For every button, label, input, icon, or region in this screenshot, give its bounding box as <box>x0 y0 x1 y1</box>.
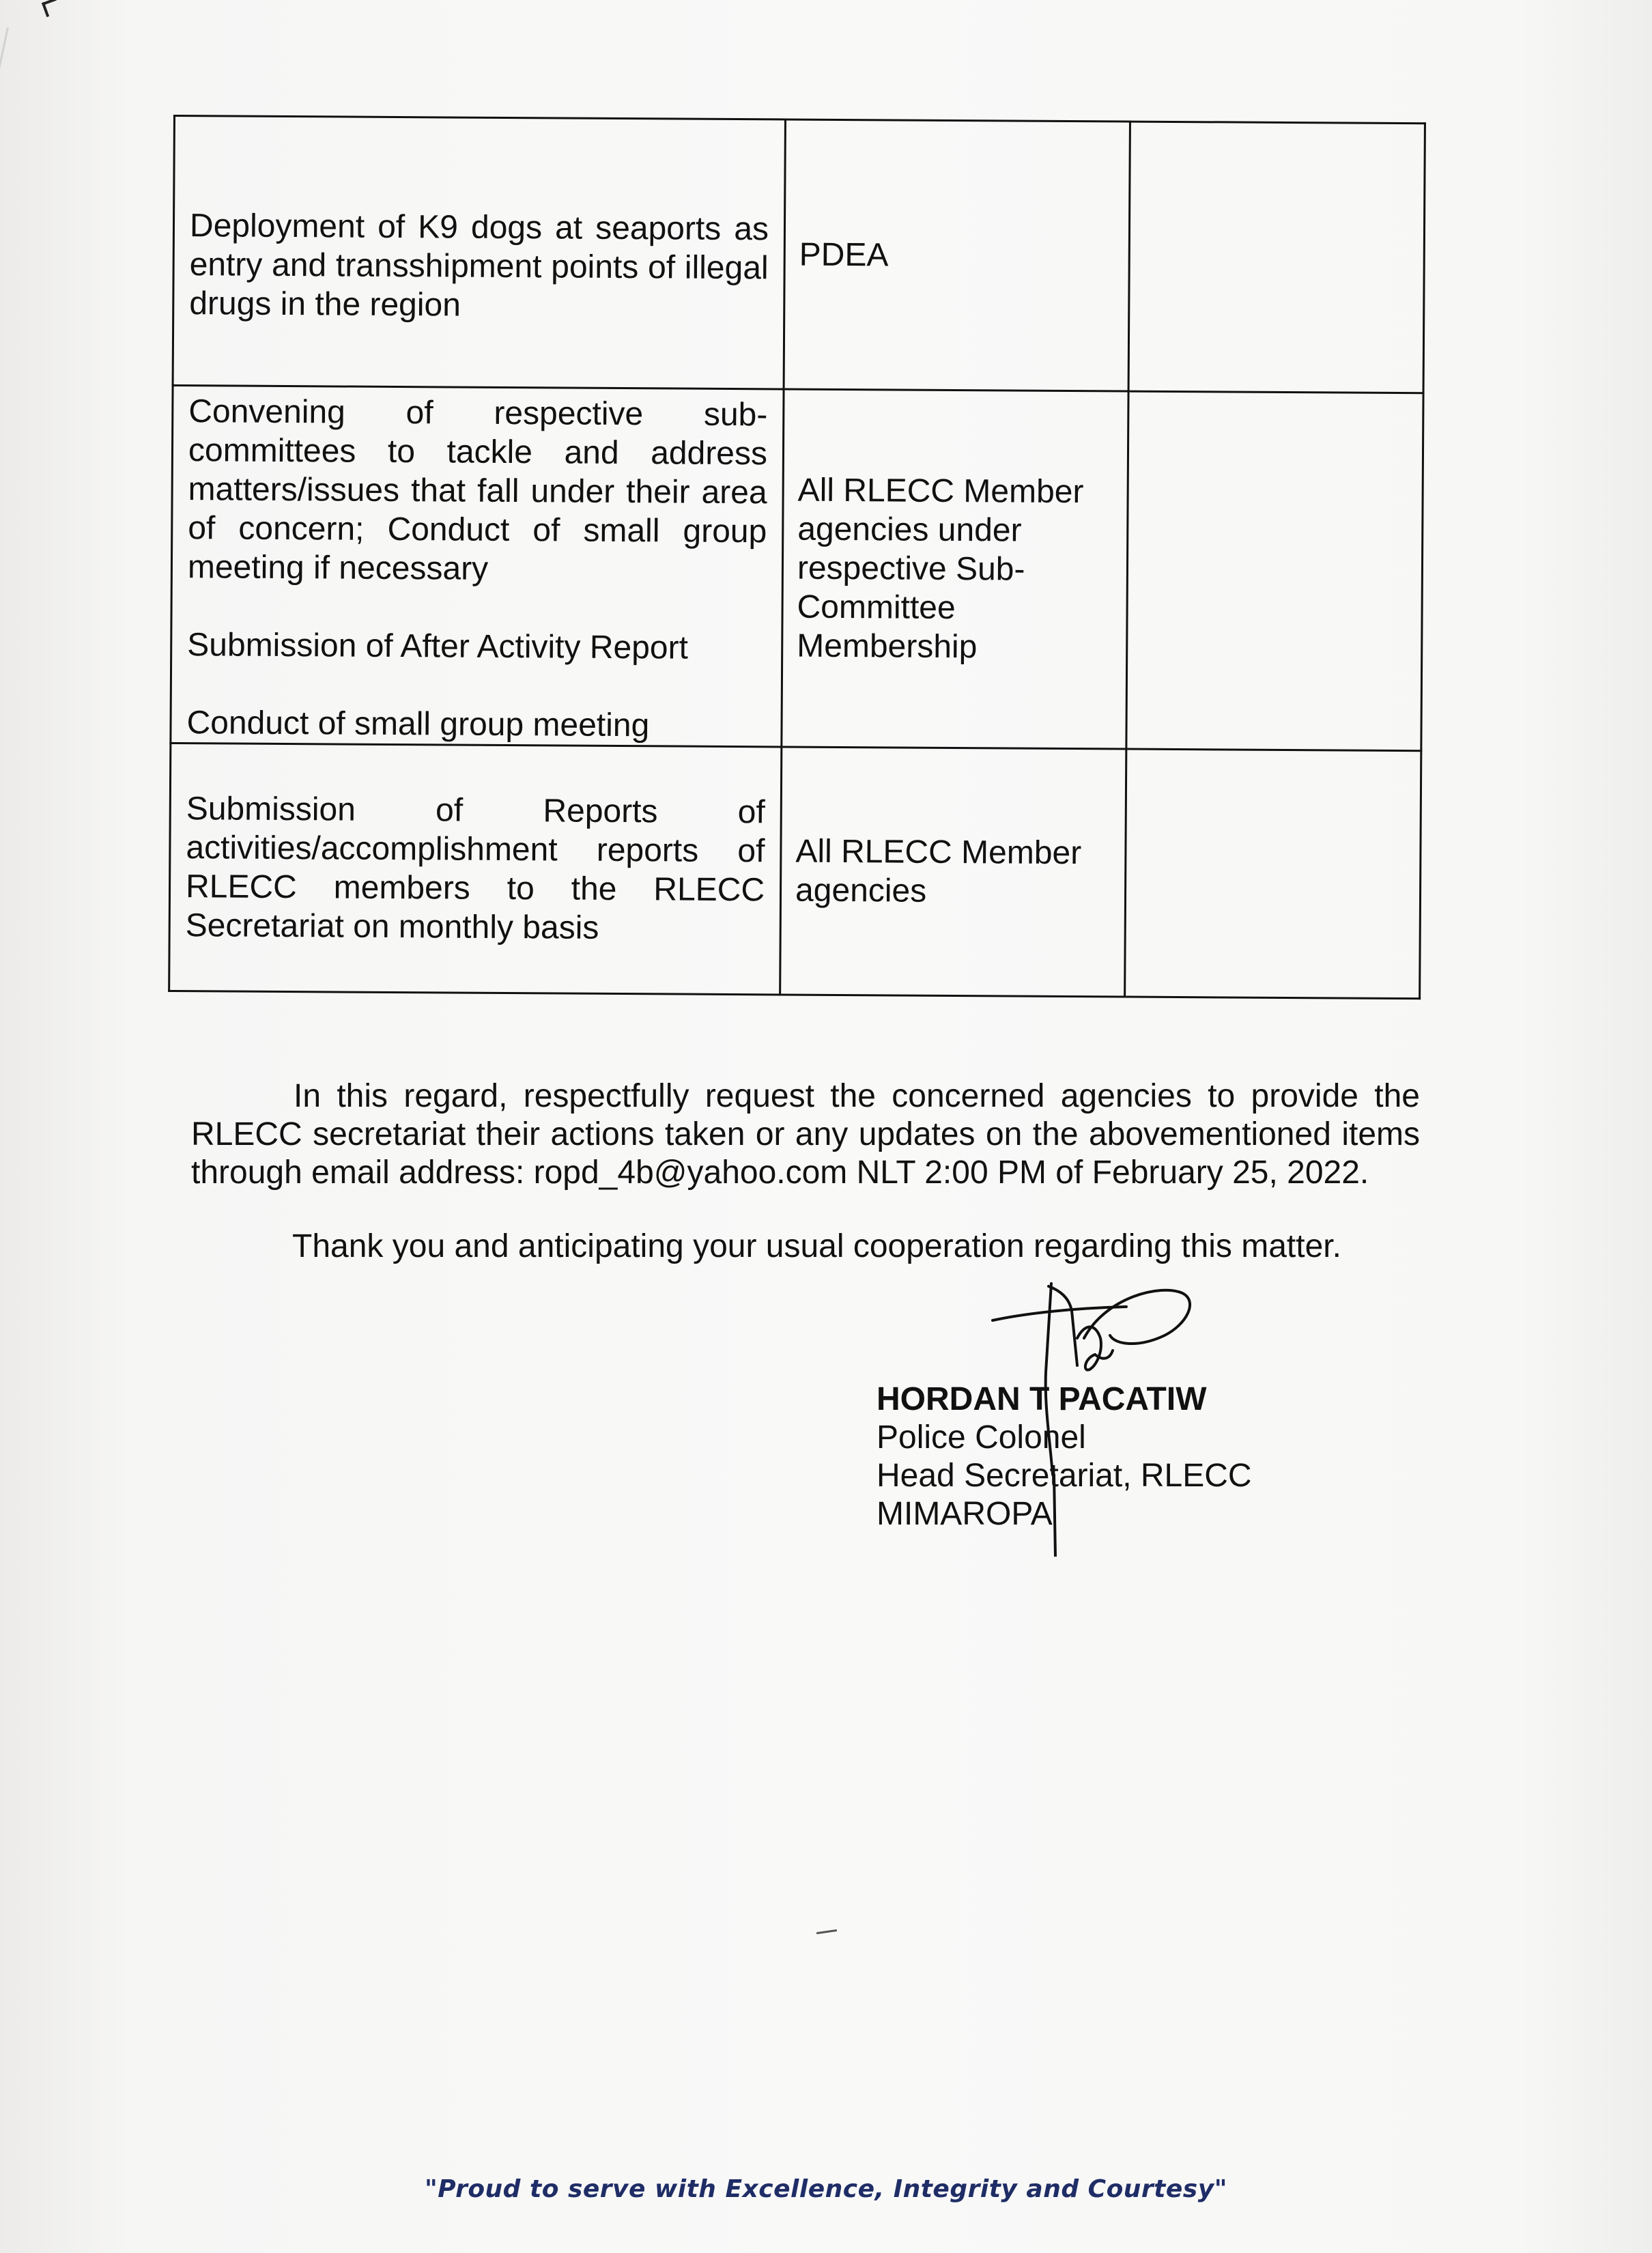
table-row <box>169 743 1421 998</box>
activity-text: Conduct of small group meeting <box>186 705 650 744</box>
signatory-block <box>877 1380 1252 1533</box>
table-row <box>173 116 1425 393</box>
footer-motto: "Proud to serve with Excellence, Integrity and Courtesy" <box>425 2175 1227 2203</box>
thanks-paragraph: Thank you and anticipating your usual cooperation regarding this matter. <box>292 1228 1341 1264</box>
activity-text: Submission of After Activity Report <box>187 627 689 666</box>
remarks-cell <box>1126 391 1423 751</box>
request-paragraph: In this regard, respectfully request the concerned agencies to provide the RLECC secretariat their actions taken or any updates on the abovementioned items through email address: ropd_4b@yahoo.com NLT 2:00 PM of February 25, 2022. <box>191 1078 1420 1191</box>
actions-table <box>168 115 1426 1000</box>
agency-cell: All RLECC Member agencies <box>780 747 1126 997</box>
table-row <box>171 386 1423 751</box>
remarks-cell <box>1128 122 1425 393</box>
activity-text: Deployment of K9 dogs at seaports as entry and transshipment points of illegal drugs in the region <box>189 207 769 324</box>
signatory-office: MIMAROPA <box>877 1496 1053 1532</box>
activity-cell <box>171 386 784 747</box>
activity-cell <box>169 743 782 994</box>
activity-cell <box>173 116 785 389</box>
signatory-name: HORDAN T PACATIW <box>877 1381 1207 1417</box>
actions-table-container <box>168 115 1424 1010</box>
activity-text: Submission of Reports of activities/accomplishment reports of RLECC members to the RLECC Secretariat on monthly basis <box>185 791 765 946</box>
signatory-rank: Police Colonel <box>877 1419 1086 1456</box>
signatory-position: Head Secretariat, RLECC <box>877 1458 1252 1494</box>
remarks-cell <box>1125 749 1421 999</box>
agency-cell: PDEA <box>784 119 1130 391</box>
activity-text: Convening of respective sub-committees to tackle and address matters/issues that fall under their area of concern; Conduct of small group meeting if necessary <box>187 393 768 587</box>
agency-cell: All RLECC Member agencies under respective Sub-Committee Membership <box>782 389 1128 749</box>
